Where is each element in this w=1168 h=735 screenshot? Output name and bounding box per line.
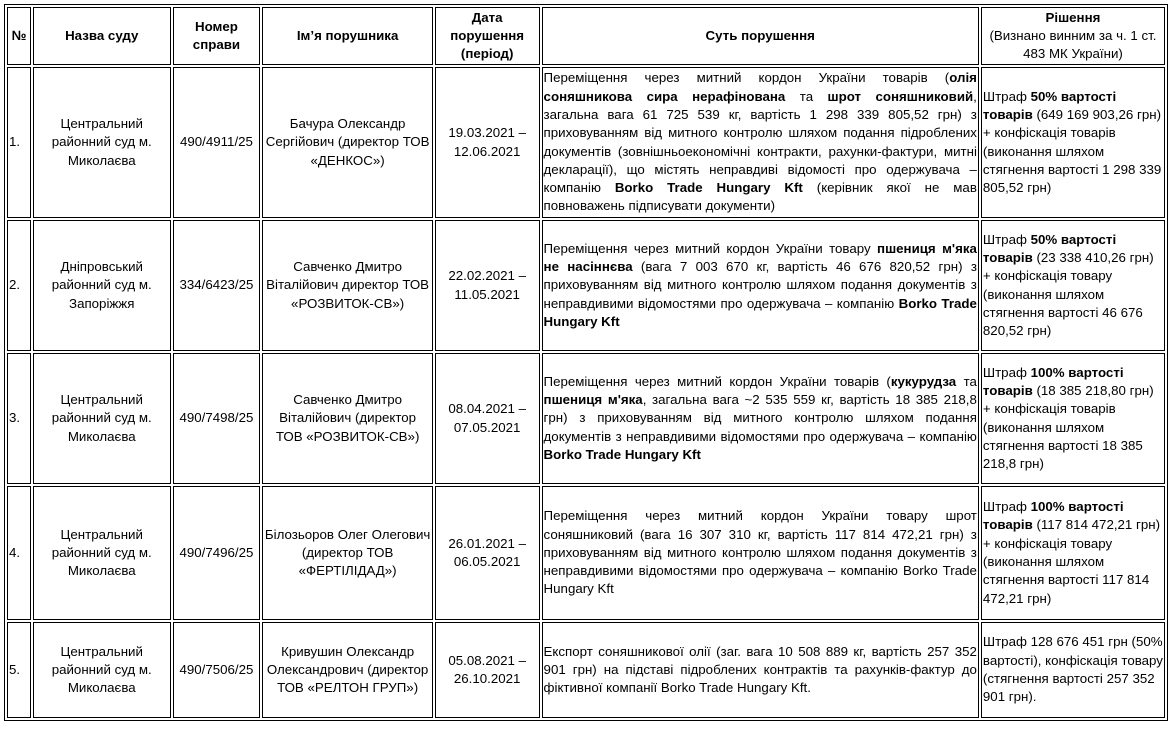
violation-description: [542, 67, 979, 218]
text-segment: , загальна вага 61 725 539 кг, вартість 1 298 339 805,52 грн) з приховуванням від митного контролю шляхом подання підроблених документів (зовнішньоекономічні контракти, рахунки-фактури, митні декларації), що містять неправдиві відомості про одержувача – компанію: [543, 88, 977, 196]
case-number: 490/7498/25: [173, 353, 261, 484]
violation-description: [542, 353, 979, 484]
text-segment: Переміщення через митний кордон України товарів (: [543, 70, 950, 86]
court-name: Дніпровський районний суд м. Запоріжжя: [33, 220, 171, 351]
text-segment: (вага 7 003 670 кг, вартість 46 676 820,52 грн) з приховуванням від митного контролю шляхом подання документів з неправдивими відомостями про одержувача – компанію: [543, 259, 977, 311]
case-number: 334/6423/25: [173, 220, 261, 351]
bold-text-segment: Borko Trade Hungary Kft: [614, 180, 803, 196]
table-row: [7, 486, 1165, 620]
header-date: Дата порушення (період): [435, 7, 540, 65]
text-segment: (117 814 472,21 грн) + конфіскація товару (виконання шляхом стягнення вартості 117 814 472,21 грн): [982, 517, 1161, 606]
row-number: 3.: [7, 353, 31, 484]
header-description: Суть порушення: [542, 7, 979, 65]
text-segment: Штраф 128 676 451 грн (50% вартості), конфіскація товару (стягнення вартості 257 352 901 грн).: [982, 634, 1163, 705]
row-number: 2.: [7, 220, 31, 351]
row-number: 1.: [7, 67, 31, 218]
bold-text-segment: 100% вартості товарів: [982, 499, 1124, 533]
text-segment: Штраф: [982, 231, 1031, 247]
violation-description: [542, 622, 979, 718]
bold-text-segment: пшениця м'яка: [543, 392, 643, 408]
bold-text-segment: шрот соняшниковий: [827, 88, 974, 104]
text-segment: (23 338 410,26 грн) + конфіскація товару (виконання шляхом стягнення вартості 46 676 820,52 грн): [982, 249, 1154, 339]
text-segment: Переміщення через митний кордон України товару: [543, 240, 878, 256]
court-name: Центральний районний суд м. Миколаєва: [33, 67, 171, 218]
text-segment: Переміщення через митний кордон України товарів (: [543, 373, 891, 389]
text-segment: Переміщення через митний кордон України товару шрот соняшниковий (вага 16 307 310 кг, вартість 117 814 472,21 грн) з приховуванням від митного контролю шляхом подання документів з неправдивими відомостями про одержувача – компанію Borko Trade Hungary Kft: [543, 508, 977, 597]
offender-name: Савченко Дмитро Віталійович (директор ТОВ «РОЗВИТОК-СВ»): [262, 353, 432, 484]
court-decision: [981, 353, 1165, 484]
text-segment: (649 169 903,26 грн) + конфіскація товарів (виконання шляхом стягнення вартості 1 298 339 805,52 грн): [982, 106, 1162, 196]
violation-description: [542, 486, 979, 620]
court-name: Центральний районний суд м. Миколаєва: [33, 622, 171, 718]
text-segment: Штраф: [982, 499, 1031, 515]
bold-text-segment: 100% вартості товарів: [982, 364, 1124, 398]
header-number: №: [7, 7, 31, 65]
text-segment: Штраф: [982, 88, 1031, 104]
violation-period: 08.04.2021 – 07.05.2021: [435, 353, 540, 484]
header-decision: [981, 7, 1165, 65]
text-segment: та: [956, 373, 977, 389]
bold-text-segment: 50% вартості товарів: [982, 231, 1117, 265]
text-segment: Експорт соняшникової олії (заг. вага 10 508 889 кг, вартість 257 352 901 грн) на підставі підроблених контрактів та рахунків-фактур до фіктивної компанії Borko Trade Hungary Kft.: [543, 643, 977, 696]
offender-name: Кривушин Олександр Олександрович (директор ТОВ «РЕЛТОН ГРУП»): [262, 622, 432, 718]
row-number: 4.: [7, 486, 31, 620]
table-row: [7, 353, 1165, 484]
court-decision: [981, 622, 1165, 718]
text-segment: Штраф: [982, 364, 1031, 380]
bold-text-segment: 50% вартості товарів: [982, 88, 1117, 122]
violation-description: [542, 220, 979, 351]
court-cases-table: [4, 4, 1168, 721]
header-decision-note: (Визнано винним за ч. 1 ст. 483 МК України): [989, 27, 1157, 62]
case-number: 490/4911/25: [173, 67, 261, 218]
text-segment: (керівник якої не мав повноважень підписувати документи): [543, 180, 977, 214]
table-row: [7, 220, 1165, 351]
header-court: Назва суду: [33, 7, 171, 65]
case-number: 490/7506/25: [173, 622, 261, 718]
court-name: Центральний районний суд м. Миколаєва: [33, 353, 171, 484]
court-decision: [981, 220, 1165, 351]
bold-text-segment: пшениця м'яка не насіннєва: [543, 240, 977, 275]
text-segment: (18 385 218,80 грн) + конфіскація товарів (виконання шляхом стягнення вартості 18 385 218,8 грн): [982, 382, 1154, 472]
bold-text-segment: олія соняшникова сира нерафінована: [543, 70, 977, 104]
violation-period: 26.01.2021 – 06.05.2021: [435, 486, 540, 620]
court-name: Центральний районний суд м. Миколаєва: [33, 486, 171, 620]
table-row: [7, 622, 1165, 718]
offender-name: Бачура Олександр Сергійович (директор ТОВ «ДЕНКОС»): [262, 67, 432, 218]
court-decision: [981, 67, 1165, 218]
bold-text-segment: Borko Trade Hungary Kft: [543, 295, 977, 329]
violation-period: 05.08.2021 – 26.10.2021: [435, 622, 540, 718]
header-person: Ім’я порушника: [262, 7, 432, 65]
bold-text-segment: кукурудза: [890, 373, 957, 389]
case-number: 490/7496/25: [173, 486, 261, 620]
bold-text-segment: Borko Trade Hungary Kft: [543, 446, 701, 462]
offender-name: Білозьоров Олег Олегович (директор ТОВ «ФЕРТІЛІДАД»): [262, 486, 432, 620]
violation-period: 22.02.2021 – 11.05.2021: [435, 220, 540, 351]
header-row: [7, 7, 1165, 65]
table-row: [7, 67, 1165, 218]
court-decision: [981, 486, 1165, 620]
text-segment: та: [785, 88, 828, 104]
violation-period: 19.03.2021 – 12.06.2021: [435, 67, 540, 218]
header-case: Номер справи: [173, 7, 261, 65]
header-decision-title: Рішення: [1045, 9, 1101, 25]
row-number: 5.: [7, 622, 31, 718]
text-segment: , загальна вага ~2 535 559 кг, вартість 18 385 218,8 грн) з приховуванням від митного контролю шляхом подання документів з неправдивими відомостями про одержувача – компанію: [543, 392, 977, 444]
offender-name: Савченко Дмитро Віталійович директор ТОВ «РОЗВИТОК-СВ»): [262, 220, 432, 351]
